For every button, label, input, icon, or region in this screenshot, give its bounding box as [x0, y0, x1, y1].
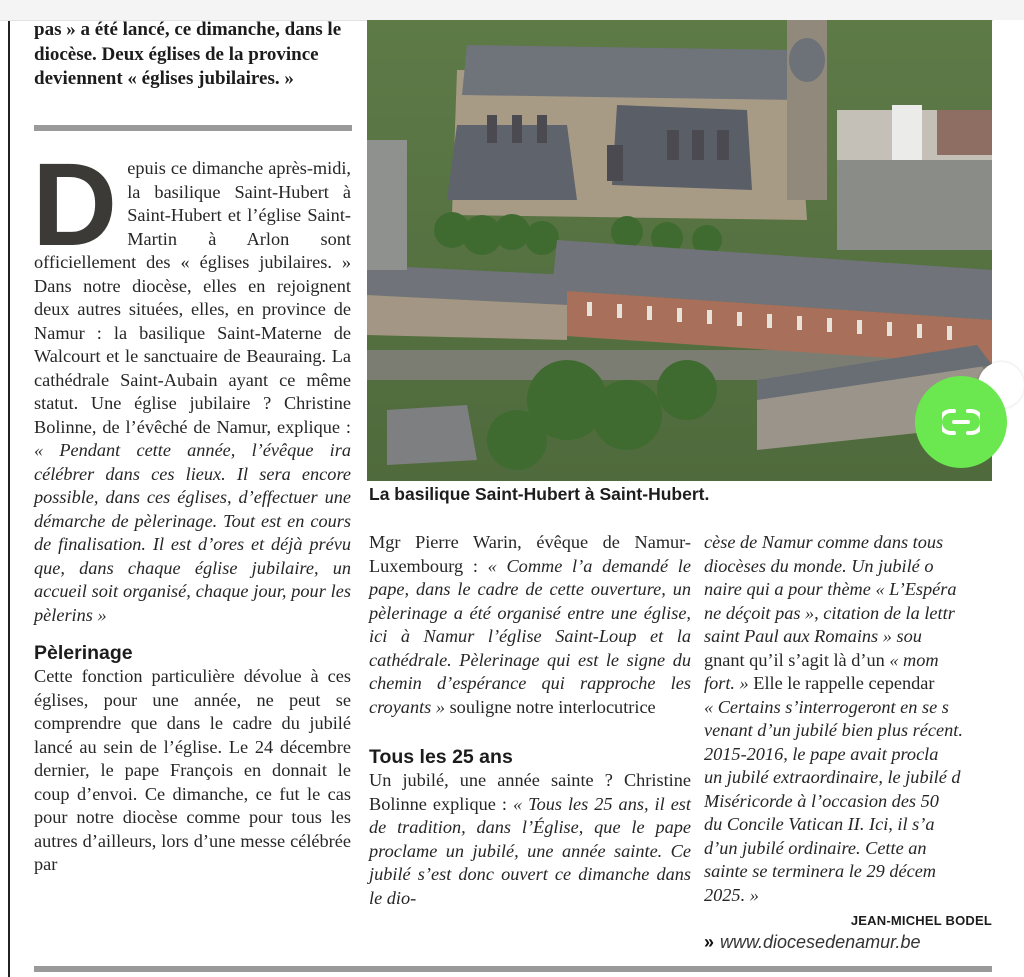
warin-quote: « Comme l’a demandé le pape, dans le cadre de cette ouverture, un pèlerinage a été organisé entre une église, ici à Namur l’église Saint-Loup et la cathédrale. Pèlerinage qui est le signe du chemin d’espérance qui rapproche les croyants »	[369, 555, 691, 717]
basilica-aerial-photo	[367, 20, 992, 481]
col3-line-italic: fort. »	[704, 673, 749, 693]
col3-line: 2025. »	[704, 884, 759, 905]
col3-line	[704, 672, 1024, 696]
link-icon	[942, 407, 980, 437]
col3-line: saint Paul aux Romains » sou	[704, 626, 922, 646]
website-url[interactable]: www.diocesedenamur.be	[720, 932, 921, 952]
col3-line: naire qui a pour thème « L’Espéra	[704, 579, 957, 599]
col3-line-plain: Elle le rappelle cependar	[748, 673, 935, 693]
article-column-1	[32, 139, 351, 877]
article-lead: pas » a été lancé, ce dimanche, dans le diocèse. Deux églises de la province deviennent « églises jubilaires. »	[34, 19, 342, 89]
col3-line: venant d’un jubilé bien plus récent.	[704, 720, 963, 740]
warin-end: souligne notre interlocutrice	[445, 696, 656, 717]
double-chevron-icon: »	[704, 932, 715, 952]
col3-line: ne déçoit pas », citation de la lettr	[704, 602, 955, 623]
column-border	[8, 21, 10, 977]
drop-cap: D	[32, 139, 118, 271]
lead-divider	[34, 125, 352, 131]
subheading-pelerinage: Pèlerinage	[34, 642, 133, 664]
article-photo	[367, 20, 992, 481]
col3-line	[704, 649, 1024, 673]
col3-line: « Certains s’interrogeront en se s	[704, 696, 949, 717]
col3-line: diocèses du monde. Un jubilé o	[704, 555, 934, 576]
warin-intro: Mgr Pierre Warin, évêque de Namur-Luxembourg :	[369, 532, 691, 576]
bolinne-intro: Un jubilé, une année sainte ? Christine Bolinne explique :	[369, 770, 691, 814]
link-button[interactable]	[915, 376, 1007, 468]
col3-line: 2015-2016, le pape avait procla	[704, 743, 939, 764]
photo-caption: La basilique Saint-Hubert à Saint-Hubert.	[369, 484, 710, 504]
subheading-25-ans: Tous les 25 ans	[369, 746, 513, 768]
author-signature: JEAN-MICHEL BODEL	[850, 913, 992, 928]
col3-line: d’un jubilé ordinaire. Cette an	[704, 837, 927, 858]
paragraph-intro	[32, 139, 351, 627]
quote-text: « Pendant cette année, l’évêque ira célébrer dans ces lieux. Il sera encore possible, dans ces églises, d’effectuer une démarche de pèlerinage. Tout est en cours de finalisation. Il est d’ores et déjà prévu que, dans chaque église jubilaire, un accueil soit organisé, chaque jour, pour les pèlerins »	[34, 440, 351, 625]
col3-line: un jubilé extraordinaire, le jubilé d	[704, 767, 961, 787]
paragraph-warin	[369, 531, 691, 719]
paragraph-pelerinage: Cette fonction particulière dévolue à ces églises, pour une année, ne peut se comprendre que dans le cadre du jubilé lancé au sein de l’église. Le 24 décembre dernier, le pape François en donnait le coup d’envoi. Ce dimanche, ce fut le cas pour notre diocèse comme pour tous les autres d’ailleurs, lors d’une messe célébrée par	[34, 666, 351, 874]
intro-text: epuis ce dimanche après-midi, la basilique Saint-Hubert à Saint-Hubert et l’église Saint-Martin à Arlon sont officiellement des « églises jubilaires. » Dans notre diocèse, elles en rejoignent deux autres situées, elles, en province de Namur : la basilique Saint-Materne de Walcourt et le sanctuaire de Beauraing. La cathédrale Saint-Aubain ayant ce même statut. Une église jubilaire ? Christine Bolinne, de l’évêché de Namur, explique :	[34, 158, 351, 437]
col3-line: du Concile Vatican II. Ici, il s’a	[704, 814, 935, 834]
paragraph-25-ans	[369, 769, 691, 910]
article-column-2	[369, 531, 691, 910]
col3-line-plain: gnant qu’il s’agit là d’un	[704, 649, 890, 670]
col3-line: sainte se terminera le 29 décem	[704, 861, 937, 881]
bolinne-quote: « Tous les 25 ans, il est de tradition, dans l’Église, que le pape proclame un jubilé, une année sainte. Ce jubilé s’est donc ouvert ce dimanche dans le dio-	[369, 793, 691, 908]
article-column-3	[704, 531, 1024, 907]
bottom-divider	[34, 966, 992, 972]
col3-line: cèse de Namur comme dans tous	[704, 532, 944, 552]
col3-line-italic: « mom	[889, 649, 939, 670]
website-link[interactable]	[704, 932, 920, 953]
col3-line: Miséricorde à l’occasion des 50	[704, 790, 939, 811]
